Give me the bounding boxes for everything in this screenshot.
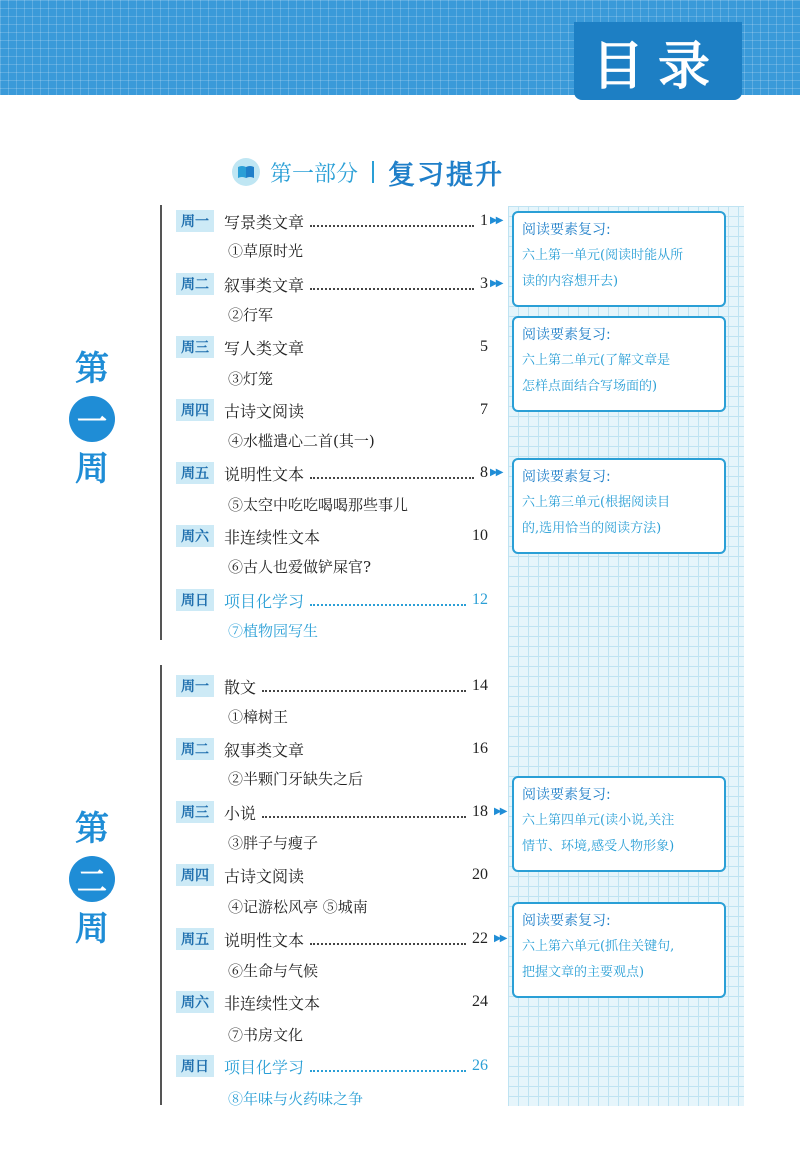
toc-title: 项目化学习 [224, 591, 305, 611]
arrow-icon: ▶▶ [490, 278, 502, 289]
week-label-bottom: 周 [75, 449, 109, 489]
leader-dots [262, 680, 466, 692]
page-number: 8 [480, 464, 488, 481]
page-number: 18 [472, 803, 488, 820]
toc-title: 散文 [224, 677, 257, 697]
day-tag: 周五 [176, 462, 214, 484]
toc-row[interactable] [176, 586, 488, 614]
callout-title: 阅读要素复习: [522, 327, 611, 343]
article-title[interactable]: ⑦植物园写生 [228, 622, 319, 640]
day-tag: 周二 [176, 738, 214, 760]
callout-line: 六上第四单元(读小说,关注 [522, 813, 675, 828]
article-title[interactable]: ①樟树王 [228, 708, 289, 726]
page-number: 5 [480, 338, 488, 355]
part-heading [232, 150, 504, 194]
article-title[interactable]: ⑦书房文化 [228, 1026, 304, 1044]
callout-title: 阅读要素复习: [522, 913, 611, 929]
page-number: 1 [480, 212, 488, 229]
toc-title: 古诗文阅读 [224, 866, 305, 886]
leader-dots [310, 594, 466, 606]
leader-dots [310, 869, 466, 881]
callout-title: 阅读要素复习: [522, 469, 611, 485]
day-tag: 周六 [176, 525, 214, 547]
toc-row[interactable] [176, 333, 488, 361]
callout-line: 六上第二单元(了解文章是 [522, 353, 671, 368]
week-label-bottom: 周 [75, 909, 109, 949]
part-title: 复习提升 [388, 159, 505, 191]
day-tag: 周三 [176, 336, 214, 358]
article-title[interactable]: ⑧年味与火药味之争 [228, 1090, 364, 1108]
callout-line: 六上第一单元(阅读时能从所 [522, 248, 684, 263]
arrow-icon: ▶▶ [494, 806, 506, 817]
toc-row[interactable] [176, 798, 488, 826]
week-2-divider [160, 665, 162, 1105]
day-tag: 周六 [176, 991, 214, 1013]
reading-element-callout [512, 458, 726, 554]
page-number: 12 [472, 591, 488, 608]
toc-row[interactable] [176, 861, 488, 889]
toc-row[interactable] [176, 396, 488, 424]
week-1-label [62, 348, 122, 490]
toc-row[interactable] [176, 459, 488, 487]
toc-row[interactable] [176, 270, 488, 298]
callout-line: 把握文章的主要观点) [522, 965, 645, 980]
day-tag: 周一 [176, 675, 214, 697]
page-number: 22 [472, 930, 488, 947]
day-tag: 周二 [176, 273, 214, 295]
article-title[interactable]: ⑤太空中吃吃喝喝那些事儿 [228, 496, 409, 514]
article-title[interactable]: ③灯笼 [228, 370, 274, 388]
page-number: 3 [480, 275, 488, 292]
week-1-divider [160, 205, 162, 640]
week-label-top: 第 [75, 809, 109, 849]
toc-title: 说明性文本 [224, 930, 305, 950]
callout-line: 六上第六单元(抓住关键句, [522, 939, 675, 954]
toc-title: 叙事类文章 [224, 275, 305, 295]
callout-line: 怎样点面结合写场面的) [522, 379, 658, 394]
day-tag: 周四 [176, 864, 214, 886]
article-title[interactable]: ⑥古人也爱做铲屎官? [228, 558, 372, 576]
day-tag: 周日 [176, 1055, 214, 1077]
book-icon [232, 158, 260, 186]
callout-title: 阅读要素复习: [522, 222, 611, 238]
leader-dots [326, 996, 466, 1008]
arrow-icon: ▶▶ [490, 467, 502, 478]
callout-line: 的,选用恰当的阅读方法) [522, 521, 662, 536]
callout-line: 读的内容想开去) [522, 274, 619, 289]
toc-title: 小说 [224, 803, 257, 823]
arrow-icon: ▶▶ [490, 215, 502, 226]
toc-row[interactable] [176, 735, 488, 763]
day-tag: 周一 [176, 210, 214, 232]
leader-dots [310, 1060, 466, 1072]
toc-row[interactable] [176, 522, 488, 550]
week-2-label [62, 808, 122, 950]
page-number: 14 [472, 677, 488, 694]
toc-row[interactable] [176, 988, 488, 1016]
page-number: 20 [472, 866, 488, 883]
article-title[interactable]: ②半颗门牙缺失之后 [228, 770, 364, 788]
reading-element-callout [512, 902, 726, 998]
week-number-badge: 一 [69, 396, 115, 442]
toc-title: 古诗文阅读 [224, 401, 305, 421]
article-title[interactable]: ③胖子与瘦子 [228, 834, 319, 852]
page-number: 10 [472, 527, 488, 544]
reading-element-callout [512, 211, 726, 307]
page-number: 16 [472, 740, 488, 757]
toc-row[interactable] [176, 207, 488, 235]
page-number: 24 [472, 993, 488, 1010]
article-title[interactable]: ④水槛遣心二首(其一) [228, 432, 375, 450]
leader-dots [310, 215, 474, 227]
week-number-badge: 二 [69, 856, 115, 902]
toc-title: 写人类文章 [224, 338, 305, 358]
leader-dots [310, 467, 474, 479]
article-title[interactable]: ①草原时光 [228, 242, 304, 260]
callout-line: 情节、环境,感受人物形象) [522, 839, 675, 854]
day-tag: 周日 [176, 589, 214, 611]
header-title-box [574, 22, 742, 100]
callout-line: 六上第三单元(根据阅读目 [522, 495, 671, 510]
leader-dots [310, 933, 466, 945]
leader-dots [326, 530, 466, 542]
toc-row[interactable] [176, 1052, 488, 1080]
part-label: 第一部分 [270, 161, 359, 187]
article-title[interactable]: ④记游松风亭 ⑤城南 [228, 898, 368, 916]
leader-dots [310, 404, 474, 416]
callout-title: 阅读要素复习: [522, 787, 611, 803]
day-tag: 周五 [176, 928, 214, 950]
toc-title: 说明性文本 [224, 464, 305, 484]
toc-title: 叙事类文章 [224, 740, 305, 760]
article-title[interactable]: ②行军 [228, 306, 274, 324]
leader-dots [262, 806, 466, 818]
toc-title: 非连续性文本 [224, 527, 321, 547]
page-title: 目录 [591, 36, 724, 97]
day-tag: 周三 [176, 801, 214, 823]
toc-title: 写景类文章 [224, 212, 305, 232]
toc-title: 项目化学习 [224, 1057, 305, 1077]
reading-element-callout [512, 776, 726, 872]
toc-row[interactable] [176, 925, 488, 953]
week-label-top: 第 [75, 349, 109, 389]
toc-title: 非连续性文本 [224, 993, 321, 1013]
article-title[interactable]: ⑥生命与气候 [228, 962, 319, 980]
toc-row[interactable] [176, 672, 488, 700]
leader-dots [310, 743, 466, 755]
heading-divider [372, 161, 374, 183]
day-tag: 周四 [176, 399, 214, 421]
arrow-icon: ▶▶ [494, 933, 506, 944]
leader-dots [310, 341, 474, 353]
page-number: 26 [472, 1057, 488, 1074]
leader-dots [310, 278, 474, 290]
page-number: 7 [480, 401, 488, 418]
reading-element-callout [512, 316, 726, 412]
